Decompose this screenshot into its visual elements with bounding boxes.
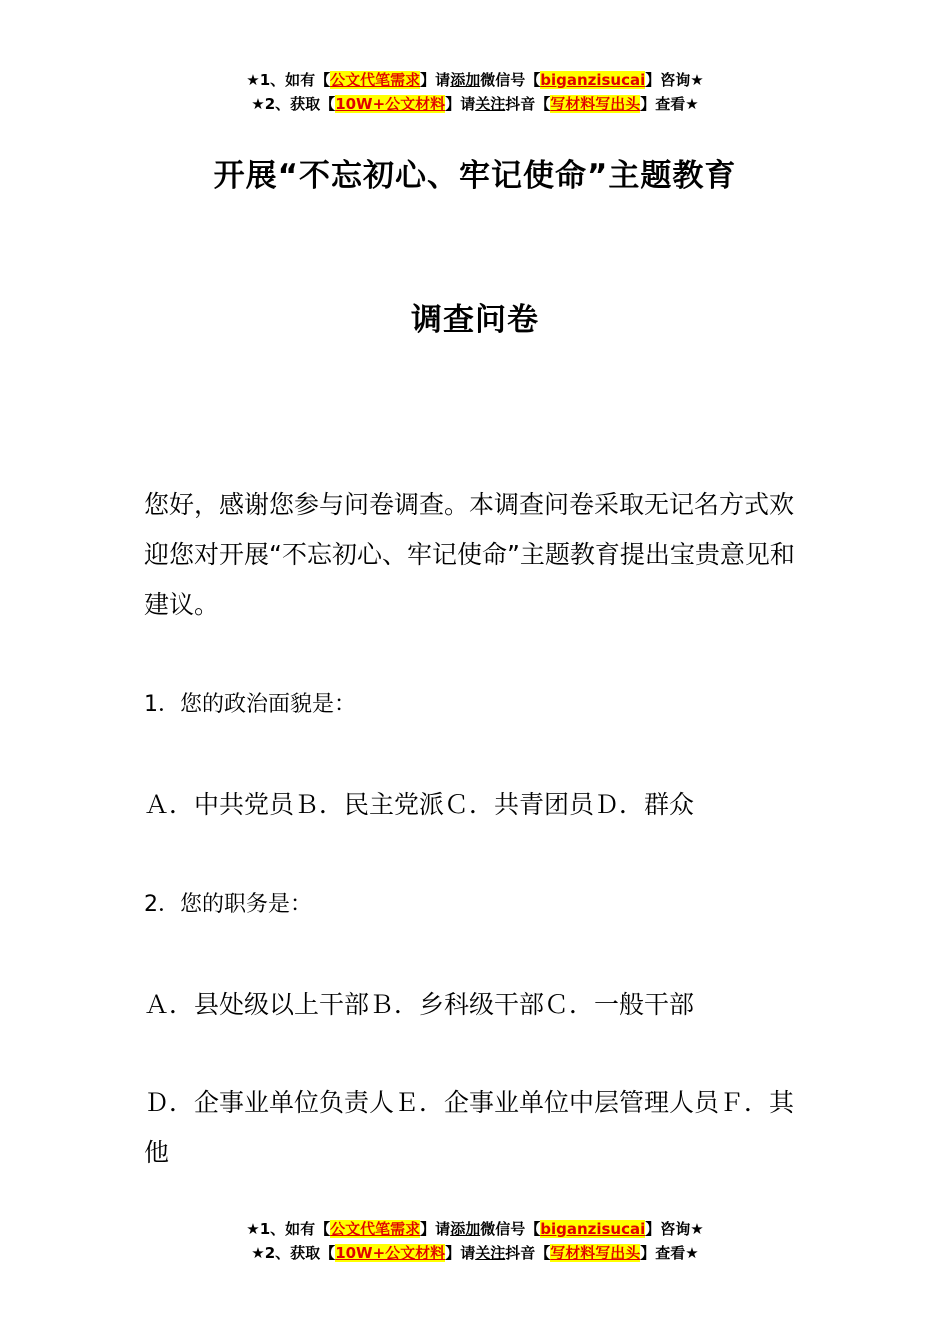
promo-highlight: 公文代笔需求 <box>330 71 421 89</box>
question-2: 2．您的职务是： <box>144 892 312 917</box>
douyin-id: 写材料写出头 <box>550 95 641 113</box>
wechat-id: biganzisucai <box>540 1220 646 1238</box>
document-title: 开展“不忘初心、牢记使命”主题教育 <box>213 158 737 194</box>
intro-paragraph: 您好，感谢您参与问卷调查。本调查问卷采取无记名方式欢迎您对开展“不忘初心、牢记使命”主题教育提出宝贵意见和建议。 <box>144 490 795 619</box>
question-2-options-line-2: Ｄ．企事业单位负责人Ｅ．企事业单位中层管理人员Ｆ．其他 <box>144 1088 795 1167</box>
question-1: 1．您的政治面貌是： <box>144 692 356 717</box>
promo-highlight: 10W+公文材料 <box>335 1244 446 1262</box>
promo-line-1: ★1、如有【公文代笔需求】请添加微信号【biganzisucai】咨询★ <box>246 71 704 89</box>
document-subtitle: 调查问卷 <box>411 302 539 338</box>
promo-highlight: 10W+公文材料 <box>335 95 446 113</box>
question-1-options: Ａ．中共党员Ｂ．民主党派Ｃ．共青团员Ｄ．群众 <box>144 790 695 819</box>
wechat-id: biganzisucai <box>540 71 646 89</box>
promo-line-2: ★2、获取【10W+公文材料】请关注抖音【写材料写出头】查看★ <box>251 1244 699 1262</box>
promo-line-2: ★2、获取【10W+公文材料】请关注抖音【写材料写出头】查看★ <box>251 95 699 113</box>
douyin-id: 写材料写出头 <box>550 1244 641 1262</box>
promo-highlight: 公文代笔需求 <box>330 1220 421 1238</box>
top-promo-banner <box>0 68 950 116</box>
question-2-options-line-1: Ａ．县处级以上干部Ｂ．乡科级干部Ｃ．一般干部 <box>144 990 695 1019</box>
bottom-promo-banner <box>0 1217 950 1265</box>
promo-line-1: ★1、如有【公文代笔需求】请添加微信号【biganzisucai】咨询★ <box>246 1220 704 1238</box>
